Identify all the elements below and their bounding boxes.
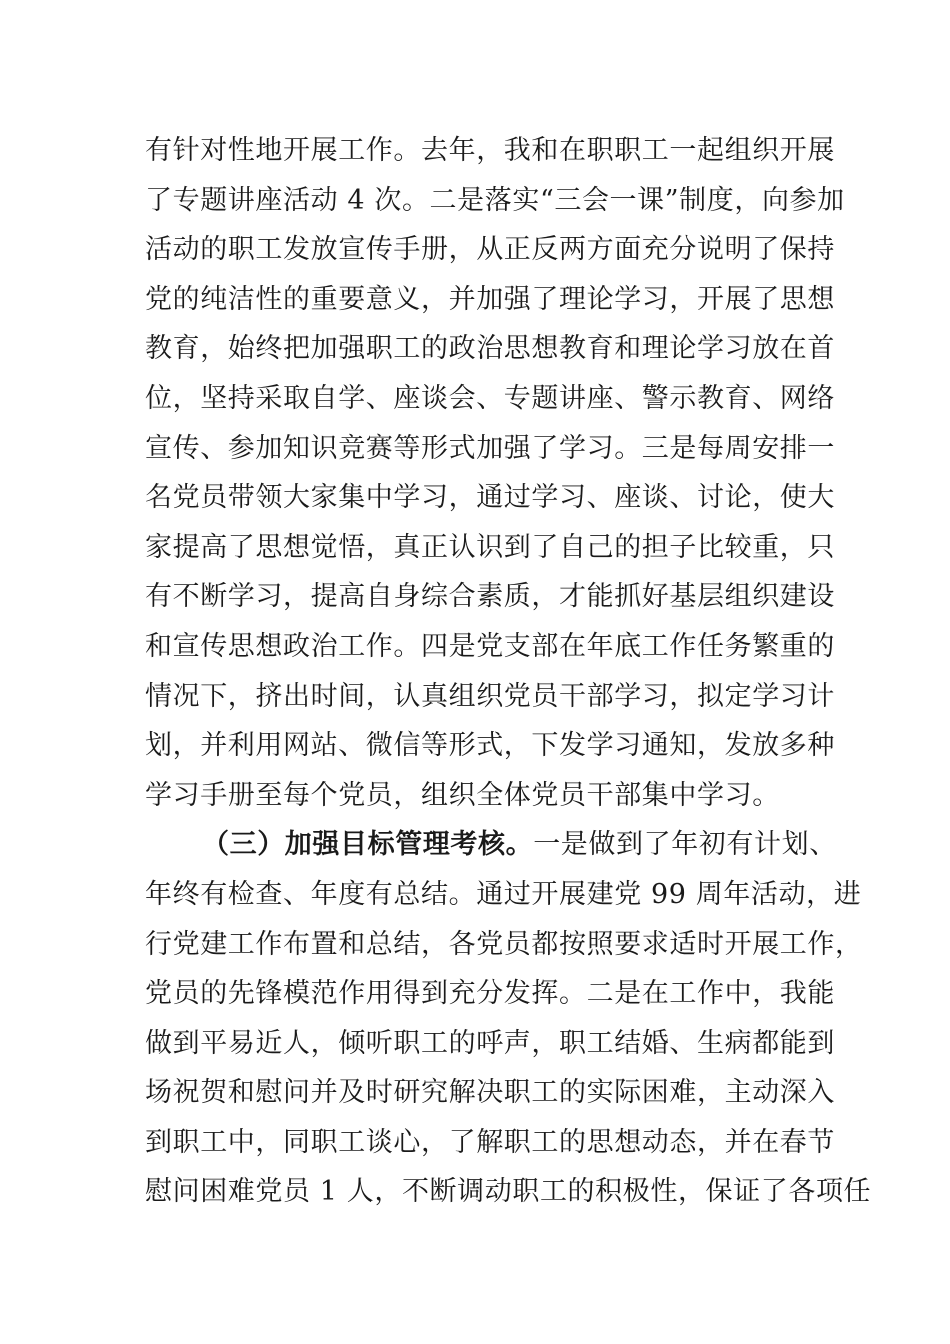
body-line: 到职工中，同职工谈心，了解职工的思想动态，并在春节: [145, 1126, 835, 1158]
document-body: [145, 126, 872, 1217]
body-line: 宣传、参加知识竞赛等形式加强了学习。三是每周安排一: [145, 432, 835, 464]
body-line: 党员的先锋模范作用得到充分发挥。二是在工作中，我能: [145, 978, 835, 1010]
body-line: 行党建工作布置和总结，各党员都按照要求适时开展工作，: [145, 928, 863, 960]
body-line: 有不断学习，提高自身综合素质，才能抓好基层组织建设: [145, 581, 835, 613]
body-line: 情况下，挤出时间，认真组织党员干部学习，拟定学习计: [145, 680, 835, 712]
body-line: 名党员带领大家集中学习，通过学习、座谈、讨论，使大: [145, 482, 835, 514]
body-line: 做到平易近人，倾听职工的呼声，职工结婚、生病都能到: [145, 1027, 835, 1059]
body-line: 家提高了思想觉悟，真正认识到了自己的担子比较重，只: [145, 531, 835, 563]
body-line: 活动的职工发放宣传手册，从正反两方面充分说明了保持: [145, 234, 835, 266]
body-line: 划，并利用网站、微信等形式，下发学习通知，发放多种: [145, 730, 835, 762]
body-line: 年终有检查、年度有总结。通过开展建党 99 周年活动，进: [145, 878, 862, 910]
body-line: 位，坚持采取自学、座谈会、专题讲座、警示教育、网络: [145, 382, 835, 414]
section-3-first-line-text: 一是做到了年初有计划、: [533, 829, 837, 861]
body-line: 学习手册至每个党员，组织全体党员干部集中学习。: [145, 779, 780, 811]
body-line: 了专题讲座活动 4 次。二是落实“三会一课”制度，向参加: [145, 184, 845, 216]
section-3-first-line: [145, 820, 837, 870]
body-line: 慰问困难党员 1 人，不断调动职工的积极性，保证了各项任: [145, 1176, 872, 1208]
body-line: 有针对性地开展工作。去年，我和在职职工一起组织开展: [145, 135, 835, 166]
body-line: 教育，始终把加强职工的政治思想教育和理论学习放在首: [145, 333, 835, 365]
body-line: 党的纯洁性的重要意义，并加强了理论学习，开展了思想: [145, 283, 835, 315]
body-line: 场祝贺和慰问并及时研究解决职工的实际困难，主动深入: [145, 1077, 835, 1109]
section-3-heading: （三）加强目标管理考核。: [202, 829, 534, 861]
body-line: 和宣传思想政治工作。四是党支部在年底工作任务繁重的: [145, 630, 835, 662]
